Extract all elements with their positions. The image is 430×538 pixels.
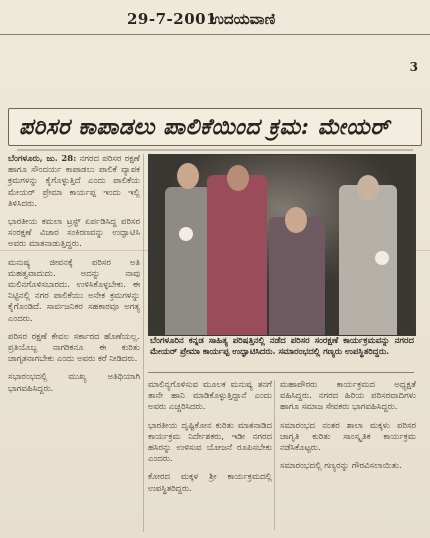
headline: ಪರಿಸರ ಕಾಪಾಡಲು ಪಾಲಿಕೆಯಿಂದ ಕ್ರಮ: ಮೇಯರ್ (19, 114, 390, 140)
person-figure (269, 217, 325, 335)
photo-caption: ಬೆಂಗಳೂರಿನ ಕನ್ನಡ ಸಾಹಿತ್ಯ ಪರಿಷತ್ತಿನಲ್ಲಿ ನಡೆದ ಪರಿಸರ ಸಂರಕ್ಷಣೆ ಕಾರ್ಯಕ್ರಮವನ್ನು ನಗರದ ಮೇಯರ್ ಪ್ರೇಮಾ ಕಾರ್ಯಪ್ಪ ಉದ್ಘಾಟಿಸಿದರು. ಸಮಾರಂಭದಲ್ಲಿ ಗಣ್ಯರು ಉಪಸ್ಥಿತರಿದ್ದರು. (150, 336, 414, 358)
right-column (280, 380, 416, 472)
body-paragraph: ಕೋರದ ಮಕ್ಕಳ ಶ್ರೀ ಕಾರ್ಯಕ್ರಮದಲ್ಲಿ ಉಪಸ್ಥಿತರಿದ್ದರು. (148, 472, 272, 494)
body-paragraph: ಭಾರತೀಯ ದೃಷ್ಟಿಕೋನ ಕುರಿತು ಮಾತನಾಡಿದ ಕಾರ್ಯಕ್ರಮ ನಿರ್ದೇಶಕರು, ಇಡೀ ನಗರದ ಹಸಿರನ್ನು ಉಳಿಸುವ ಯೋಜನೆ ರೂಪಿಸಬೇಕು ಎಂದರು. (148, 420, 272, 465)
lead-paragraph (8, 154, 140, 210)
headline-box (8, 108, 422, 146)
page-number: 3 (409, 60, 418, 74)
caption-rule (148, 372, 414, 373)
badge-icon (375, 251, 389, 265)
body-paragraph: ಭಾರತೀಯ ಕಮಲಾ ಟ್ರಸ್ಟ್ ಏರ್ಪಡಿಸಿದ್ದ ಪರಿಸರ ಸಂರಕ್ಷಣೆ ವಿಚಾರ ಸಂಕಿರಣವನ್ನು ಉದ್ಘಾಟಿಸಿ ಅವರು ಮಾತನಾಡುತ್ತಿದ್ದರು. (8, 217, 140, 250)
body-paragraph: ಸಮಾರಂಭದ ನಂತರ ಶಾಲಾ ಮಕ್ಕಳು ಪರಿಸರ ಜಾಗೃತಿ ಕುರಿತು ಸಾಂಸ್ಕೃತಿಕ ಕಾರ್ಯಕ್ರಮ ನಡೆಸಿಕೊಟ್ಟರು. (280, 420, 416, 454)
issue-date: 29-7-2001 (127, 10, 218, 28)
body-paragraph: ಮಹಾಪೌರರು ಕಾರ್ಯಕ್ರಮದ ಅಧ್ಯಕ್ಷತೆ ವಹಿಸಿದ್ದರು. ನಗರದ ಹಿರಿಯ ಪರಿಸರವಾದಿಗಳು ಹಾಗೂ ಸಮಾಜ ಸೇವಕರು ಭಾಗವಹಿಸಿದ್ದರು. (280, 380, 416, 413)
newspaper-name: ಉದಯವಾಣಿ (210, 10, 276, 28)
news-photo (148, 154, 416, 336)
byline: ಬೆಂಗಳೂರು, ಜು. 28: (8, 154, 77, 164)
body-paragraph: ಸಮಾರಂಭದಲ್ಲಿ ಗಣ್ಯರನ್ನು ಗೌರವಿಸಲಾಯಿತು. (280, 461, 402, 472)
body-paragraph: ಸಭಾರಂಭದಲ್ಲಿ ಮುಖ್ಯ ಅತಿಥಿಯಾಗಿ ಭಾಗವಹಿಸಿದ್ದರು. (8, 372, 140, 394)
column-divider (274, 380, 275, 530)
left-column (8, 154, 140, 395)
lead-text: ನಗರದ ಪರಿಸರ ರಕ್ಷಣೆ ಹಾಗೂ ಸೌಂದರ್ಯ ಕಾಪಾಡಲು ಪಾಲಿಕೆ ವ್ಯಾಪಕ ಕ್ರಮಗಳನ್ನು ಕೈಗೊಳ್ಳುತ್ತಿದೆ ಎಂದು ಪಾಲಿಕೆಯ ಮೇಯರ್ ಪ್ರೇಮಾ ಕಾರ್ಯಪ್ಪ ಇಂದು ಇಲ್ಲಿ ತಿಳಿಸಿದರು. (8, 154, 140, 209)
column-divider-left (143, 154, 144, 532)
badge-icon (179, 227, 193, 241)
body-paragraph: ಮಾಲಿನ್ಯಗೊಳಿಸುವ ಮೂಲಕ ಮನುಷ್ಯ ತನಗೆ ತಾನೇ ಹಾನಿ ಮಾಡಿಕೊಳ್ಳುತ್ತಿದ್ದಾನೆ ಎಂದು ಅವರು ಎಚ್ಚರಿಸಿದರು. (148, 380, 272, 413)
body-paragraph: ಮನುಷ್ಯ ಜೀವನಕ್ಕೆ ಪರಿಸರ ಅತಿ ಮಹತ್ವವಾದುದು. ಅದನ್ನು ನಾವು ಮಲಿನಗೊಳಿಸಬಾರದು. ಉಳಿಸಿಕೊಳ್ಳಬೇಕು. ಈ ನಿಟ್ಟಿನಲ್ಲಿ ನಗರ ಪಾಲಿಕೆಯು ಅನೇಕ ಕ್ರಮಗಳನ್ನು ಕೈಗೊಂಡಿದೆ. ಸಾರ್ವಜನಿಕರ ಸಹಕಾರವೂ ಅಗತ್ಯ ಎಂದರು. (8, 257, 140, 324)
person-figure (165, 187, 211, 335)
headline-rule (17, 149, 413, 151)
body-paragraph: ಪರಿಸರ ರಕ್ಷಣೆ ಕೇವಲ ಸರ್ಕಾರದ ಹೊಣೆಯಲ್ಲ. ಪ್ರತಿಯೊಬ್ಬ ನಾಗರಿಕನೂ ಈ ಕುರಿತು ಜಾಗೃತನಾಗಬೇಕು ಎಂದು ಅವರು ಕರೆ ನೀಡಿದರು. (8, 331, 140, 365)
masthead-rule (0, 34, 430, 35)
person-figure (207, 175, 267, 335)
middle-column (148, 380, 272, 495)
